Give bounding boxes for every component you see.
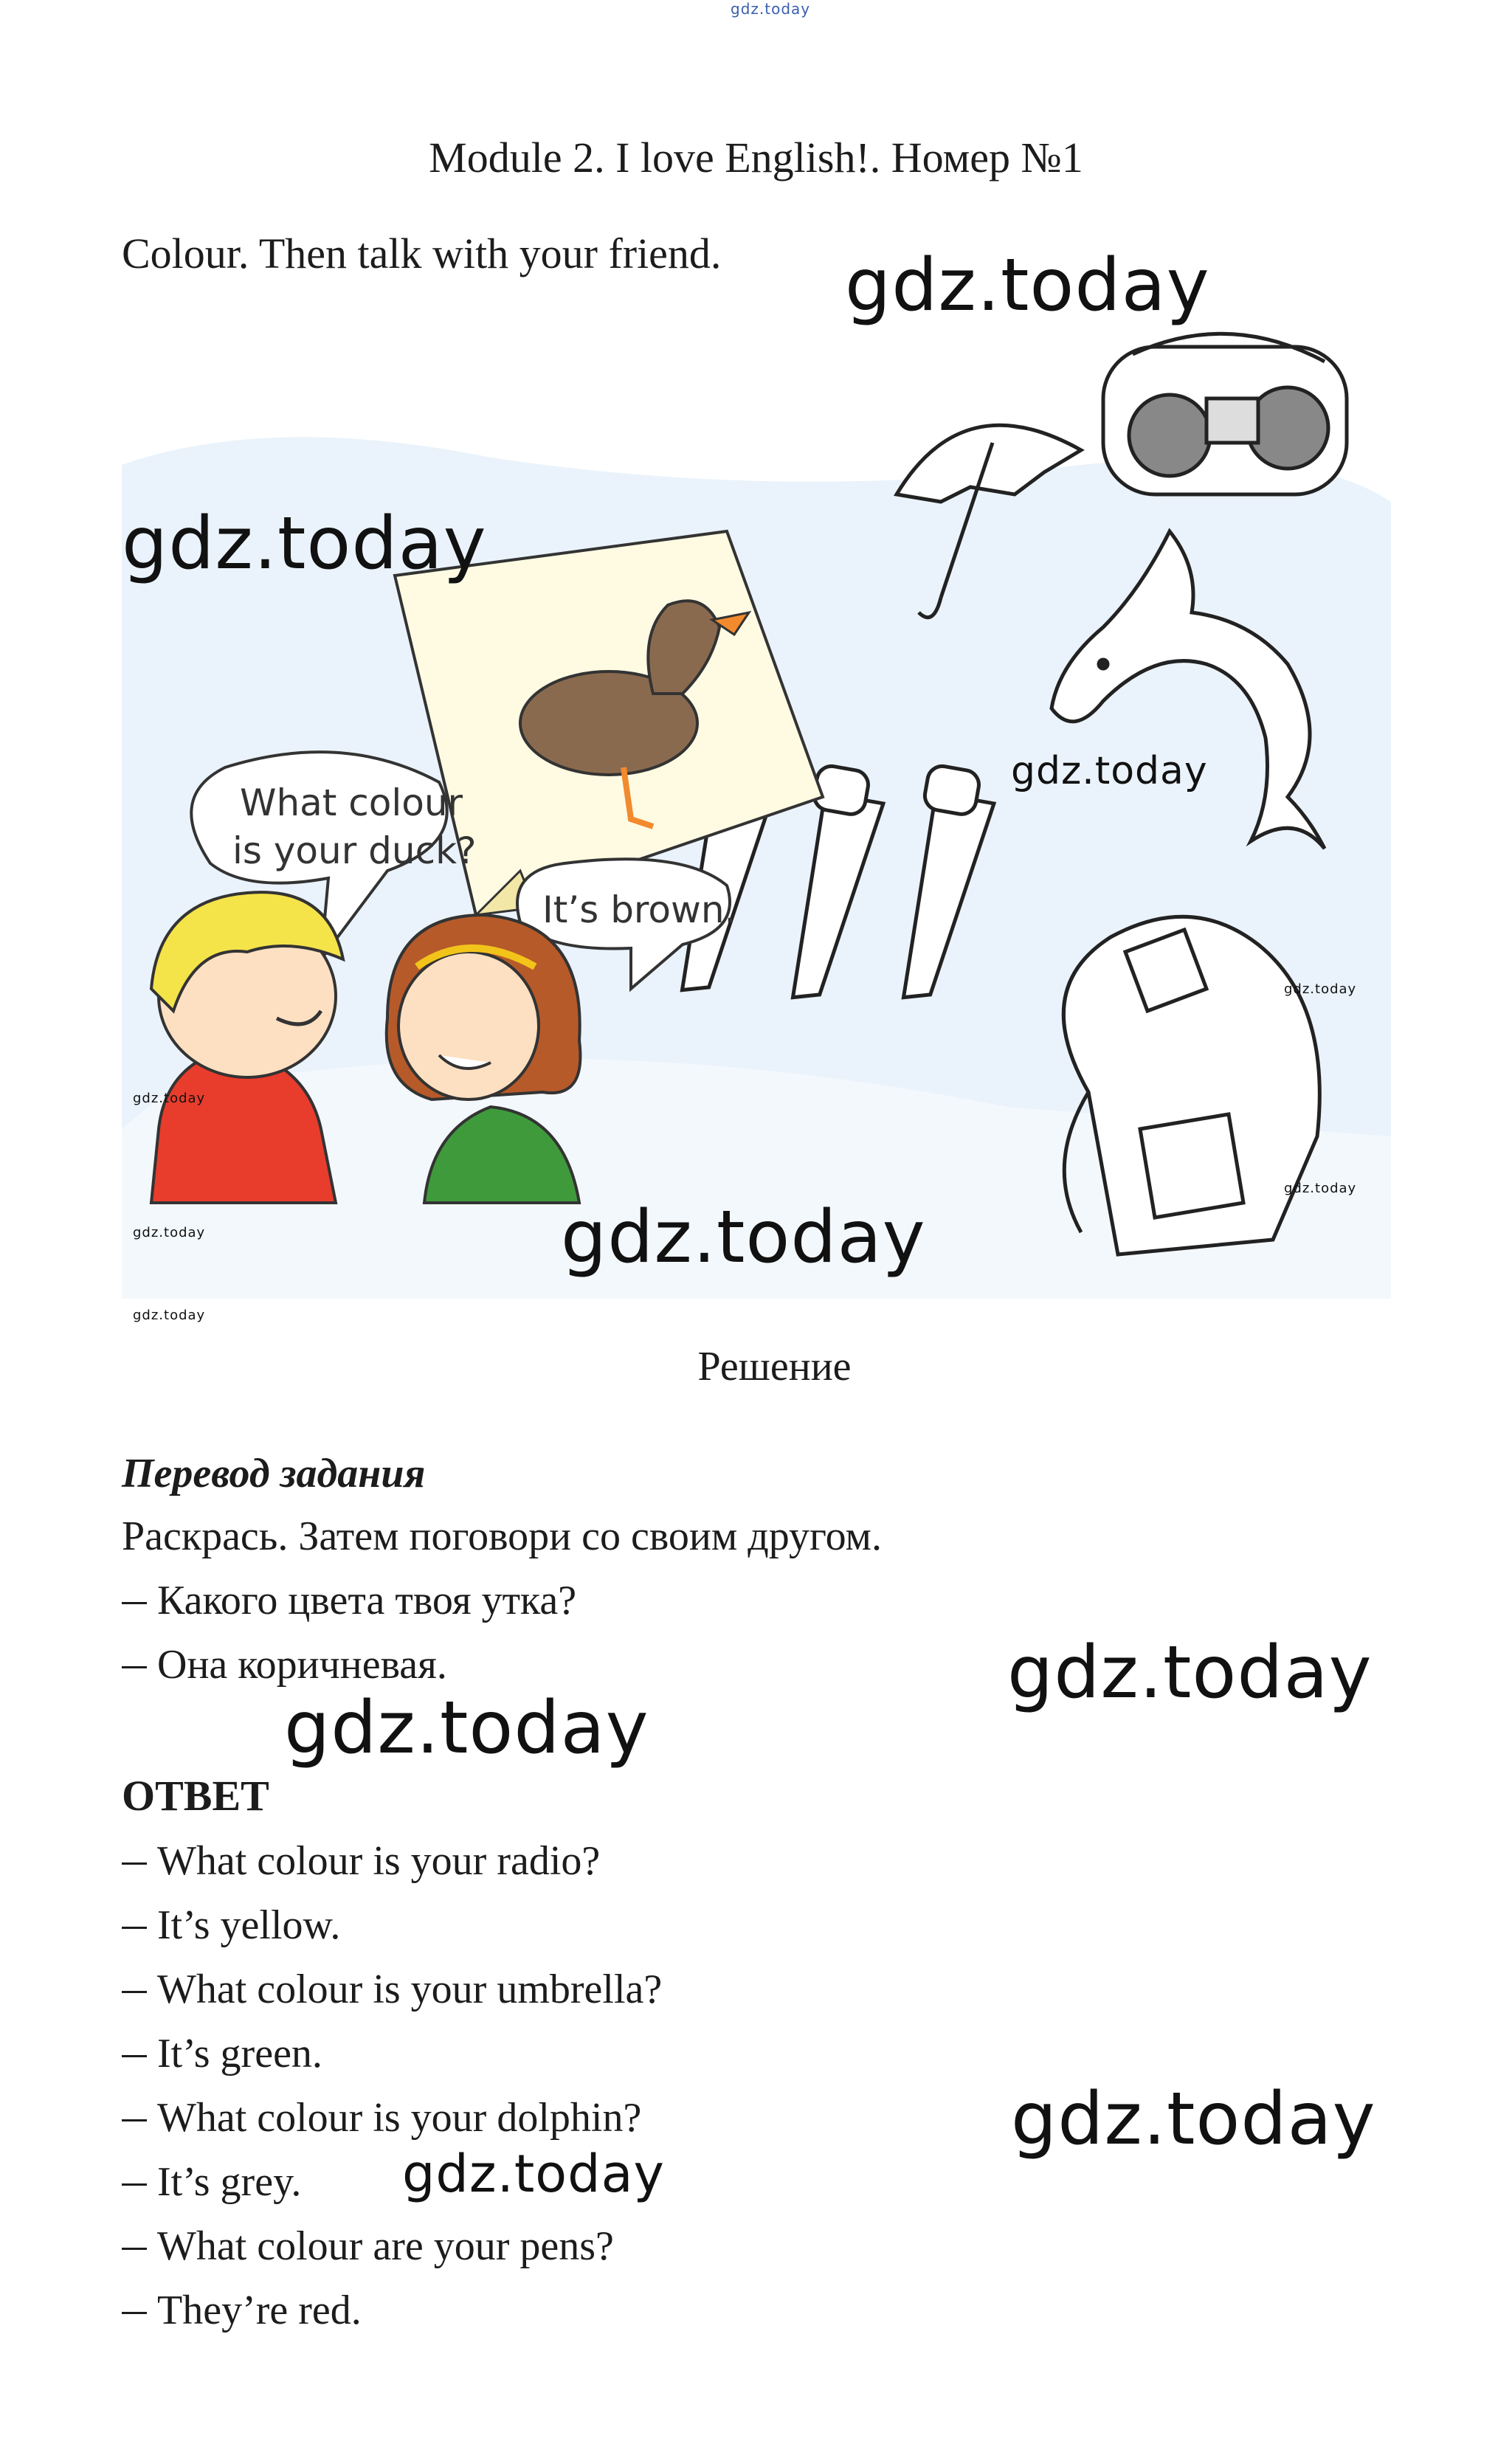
answer-line-text: It’s grey. [157, 2159, 302, 2205]
watermark-small: gdz.today [1284, 981, 1357, 997]
answer-line [122, 2094, 641, 2141]
solution-heading: Решение [697, 1344, 852, 1389]
watermark-large: gdz.today [284, 1686, 649, 1770]
answer-line [122, 2030, 322, 2077]
translation-heading: Перевод задания [122, 1451, 426, 1496]
answer-line [122, 1837, 600, 1885]
bubble-question-line2: is your duck? [232, 829, 477, 872]
watermark-medium: gdz.today [402, 2144, 665, 2204]
watermark-small: gdz.today [133, 1091, 206, 1106]
translation-line: Раскрась. Затем поговори со своим другом. [122, 1513, 882, 1559]
task-instruction: Colour. Then talk with your friend. [122, 229, 722, 277]
answer-line-text: What colour is your dolphin? [157, 2095, 642, 2141]
answer-line-text: What colour is your radio? [157, 1838, 601, 1884]
answer-line-text: It’s green. [157, 2031, 322, 2076]
answer-line [122, 2223, 614, 2270]
answer-line-text: They’re red. [157, 2288, 362, 2333]
translation-line [122, 1641, 447, 1688]
answer-line [122, 2287, 362, 2334]
translation-line [122, 1577, 576, 1624]
watermark-small: gdz.today [1284, 1181, 1357, 1196]
top-watermark: gdz.today [731, 0, 811, 18]
watermark-large: gdz.today [1011, 2077, 1376, 2161]
boy-drawing [151, 892, 343, 1203]
answer-line-text: What colour are your pens? [157, 2223, 614, 2269]
answer-line-text: It’s yellow. [157, 1902, 341, 1948]
answer-line [122, 1902, 340, 1949]
watermark-large: gdz.today [845, 244, 1210, 328]
watermark-large: gdz.today [561, 1195, 926, 1280]
answer-line [122, 2158, 301, 2206]
watermark-small: gdz.today [133, 1308, 206, 1323]
answer-heading: ОТВЕТ [122, 1772, 269, 1820]
bubble-answer-text: It’s brown. [542, 888, 736, 931]
watermark-large: gdz.today [1007, 1631, 1373, 1715]
watermark-large: gdz.today [122, 502, 487, 586]
translation-line-text: Она коричневая. [157, 1642, 447, 1688]
translation-line-text: Какого цвета твоя утка? [157, 1578, 577, 1623]
watermark-medium: gdz.today [1011, 749, 1208, 793]
page-title: Module 2. I love English!. Номер №1 [429, 134, 1083, 182]
answer-line [122, 1966, 662, 2013]
watermark-small: gdz.today [133, 1225, 206, 1240]
radio-drawing [1103, 334, 1347, 494]
answer-line-text: What colour is your umbrella? [157, 1967, 663, 2012]
bubble-question-line1: What colour [240, 781, 463, 824]
